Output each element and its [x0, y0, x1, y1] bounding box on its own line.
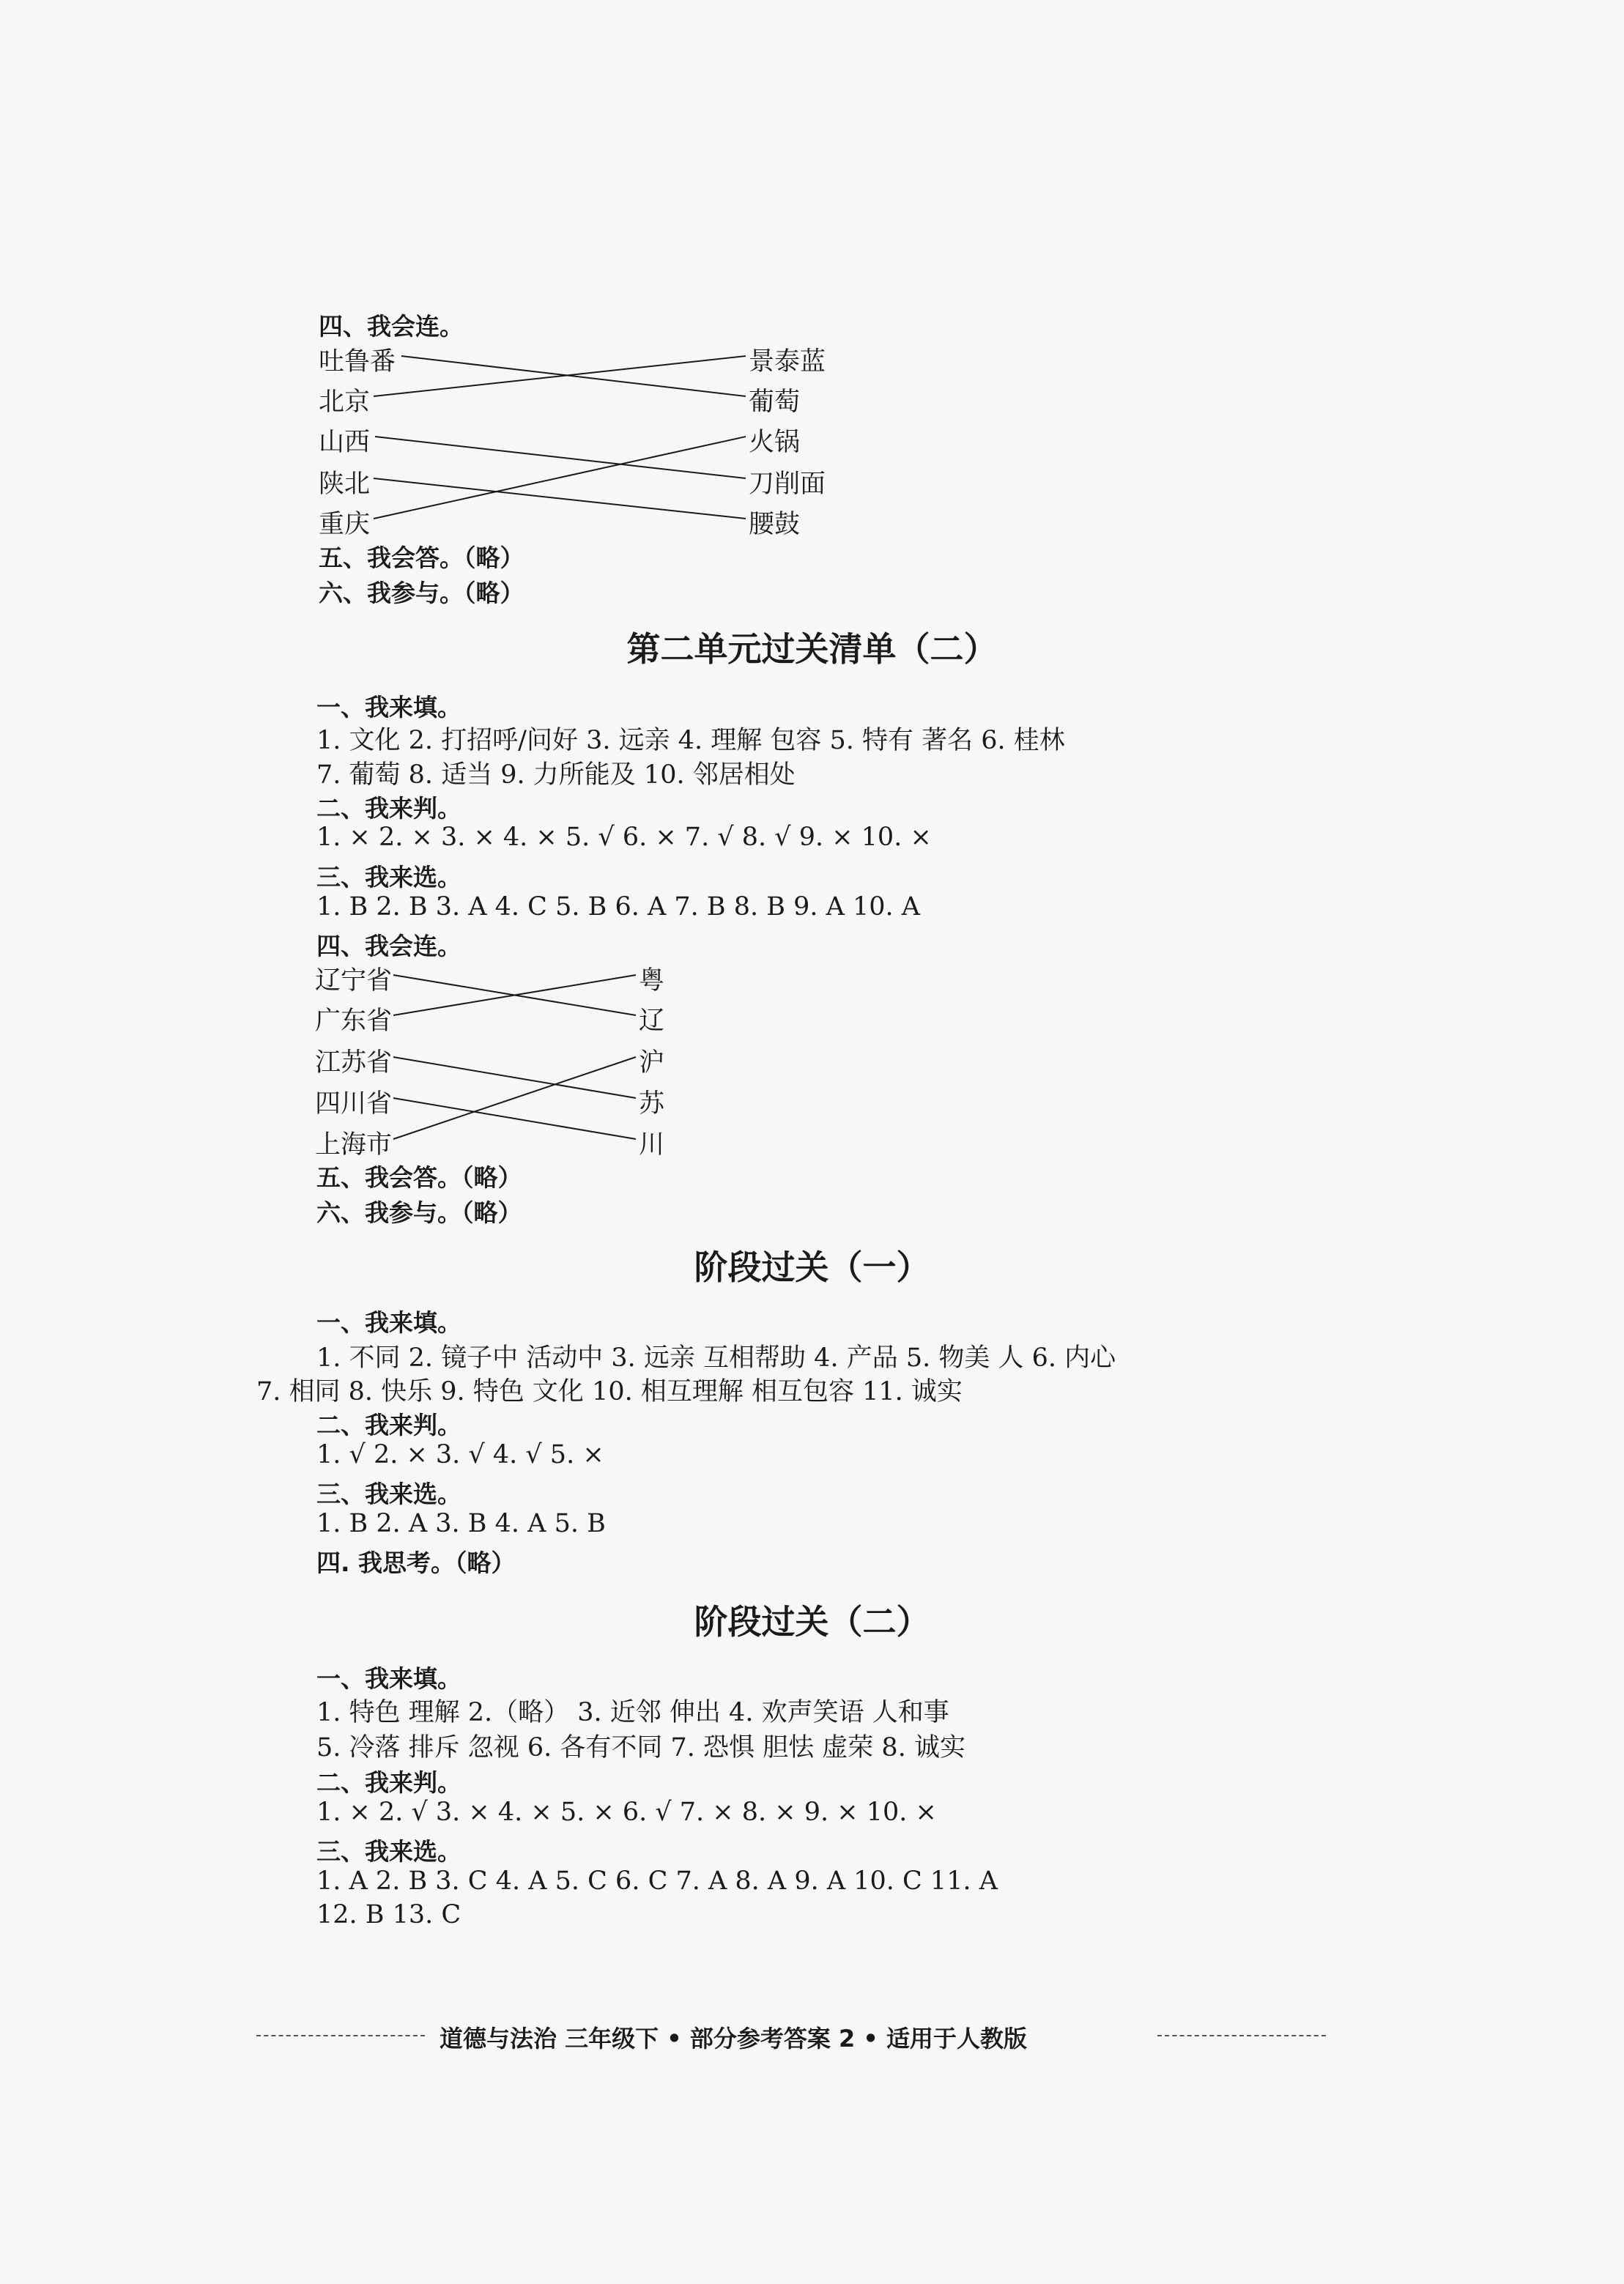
stage1-fill-line-2: 7. 相同 8. 快乐 9. 特色 文化 10. 相互理解 相互包容 11. 诚实	[256, 1377, 963, 1406]
match-left-item: 四川省	[315, 1089, 393, 1119]
stage2-choose-heading: 三、我来选。	[316, 1837, 461, 1866]
match-right-item: 粤	[639, 966, 665, 995]
top-match-heading: 四、我会连。	[319, 312, 464, 341]
unit2-answer-line-5: 五、我会答。（略）	[316, 1163, 522, 1192]
stage1-fill-line-1: 1. 不同 2. 镜子中 活动中 3. 远亲 互相帮助 4. 产品 5. 物美 人 6. 内心	[316, 1343, 1116, 1373]
match-left-item: 辽宁省	[315, 966, 393, 995]
match-right-item: 葡萄	[749, 388, 801, 417]
unit2-title: 第二单元过关清单（二）	[626, 629, 998, 669]
unit2-match-heading: 四、我会连。	[316, 932, 461, 960]
top-answer-line-6: 六、我参与。（略）	[319, 579, 524, 607]
stage2-judge-line: 1. × 2. √ 3. × 4. × 5. × 6. √ 7. × 8. × 9. × 10. ×	[316, 1798, 937, 1827]
stage2-fill-line-2: 5. 冷落 排斥 忽视 6. 各有不同 7. 恐惧 胆怯 虚荣 8. 诚实	[316, 1733, 965, 1762]
footer-dash-right	[1157, 2035, 1326, 2036]
stage1-judge-heading: 二、我来判。	[316, 1411, 461, 1439]
match-right-item: 腰鼓	[749, 510, 801, 539]
unit2-fill-line-2: 7. 葡萄 8. 适当 9. 力所能及 10. 邻居相处	[316, 760, 796, 790]
match-right-item: 川	[639, 1130, 665, 1160]
match-left-item: 重庆	[319, 510, 371, 539]
unit2-judge-line: 1. × 2. × 3. × 4. × 5. √ 6. × 7. √ 8. √ 9. × 10. ×	[316, 823, 932, 852]
stage1-choose-line: 1. B 2. A 3. B 4. A 5. B	[316, 1509, 606, 1538]
stage2-fill-heading: 一、我来填。	[316, 1664, 461, 1693]
stage2-fill-line-1: 1. 特色 理解 2.（略） 3. 近邻 伸出 4. 欢声笑语 人和事	[316, 1698, 949, 1727]
match-left-item: 陕北	[319, 470, 371, 499]
match-right-item: 苏	[639, 1089, 665, 1119]
match-left-item: 山西	[319, 428, 371, 457]
unit2-fill-heading: 一、我来填。	[316, 693, 461, 722]
match-left-item: 广东省	[315, 1006, 393, 1036]
unit2-choose-heading: 三、我来选。	[316, 863, 461, 891]
stage1-title: 阶段过关（一）	[694, 1247, 930, 1287]
stage1-choose-heading: 三、我来选。	[316, 1480, 461, 1508]
match-left-item: 北京	[319, 388, 371, 417]
connector-line	[393, 1057, 636, 1098]
stage2-choose-line-1: 1. A 2. B 3. C 4. A 5. C 6. C 7. A 8. A 9. A 10. C 11. A	[316, 1866, 998, 1896]
top-answer-line-5: 五、我会答。（略）	[319, 544, 524, 572]
match-left-item: 吐鲁番	[319, 347, 396, 377]
connector-line	[393, 1098, 636, 1139]
stage2-choose-line-2: 12. B 13. C	[316, 1900, 461, 1929]
match-left-item: 上海市	[315, 1130, 393, 1160]
stage1-think-line: 四. 我思考。（略）	[316, 1549, 516, 1577]
match-right-item: 辽	[639, 1006, 665, 1036]
unit2-answer-line-6: 六、我参与。（略）	[316, 1198, 522, 1227]
match-right-item: 景泰蓝	[749, 347, 826, 377]
stage2-judge-heading: 二、我来判。	[316, 1768, 461, 1797]
unit2-choose-line: 1. B 2. B 3. A 4. C 5. B 6. A 7. B 8. B 9. A 10. A	[316, 892, 921, 922]
footer-text: 道德与法治 三年级下 • 部分参考答案 2 • 适用于人教版	[440, 2025, 1028, 2053]
stage1-fill-heading: 一、我来填。	[316, 1308, 461, 1337]
footer-dash-left	[256, 2035, 425, 2036]
unit2-judge-heading: 二、我来判。	[316, 794, 461, 823]
match-right-item: 火锅	[749, 428, 801, 457]
match-right-item: 沪	[639, 1048, 665, 1078]
stage2-title: 阶段过关（二）	[694, 1602, 930, 1642]
match-left-item: 江苏省	[315, 1048, 393, 1078]
connector-line	[393, 1057, 636, 1139]
match-right-item: 刀削面	[749, 470, 826, 499]
unit2-fill-line-1: 1. 文化 2. 打招呼/问好 3. 远亲 4. 理解 包容 5. 特有 著名 6. 桂林	[316, 726, 1065, 755]
stage1-judge-line: 1. √ 2. × 3. √ 4. √ 5. ×	[316, 1440, 604, 1469]
